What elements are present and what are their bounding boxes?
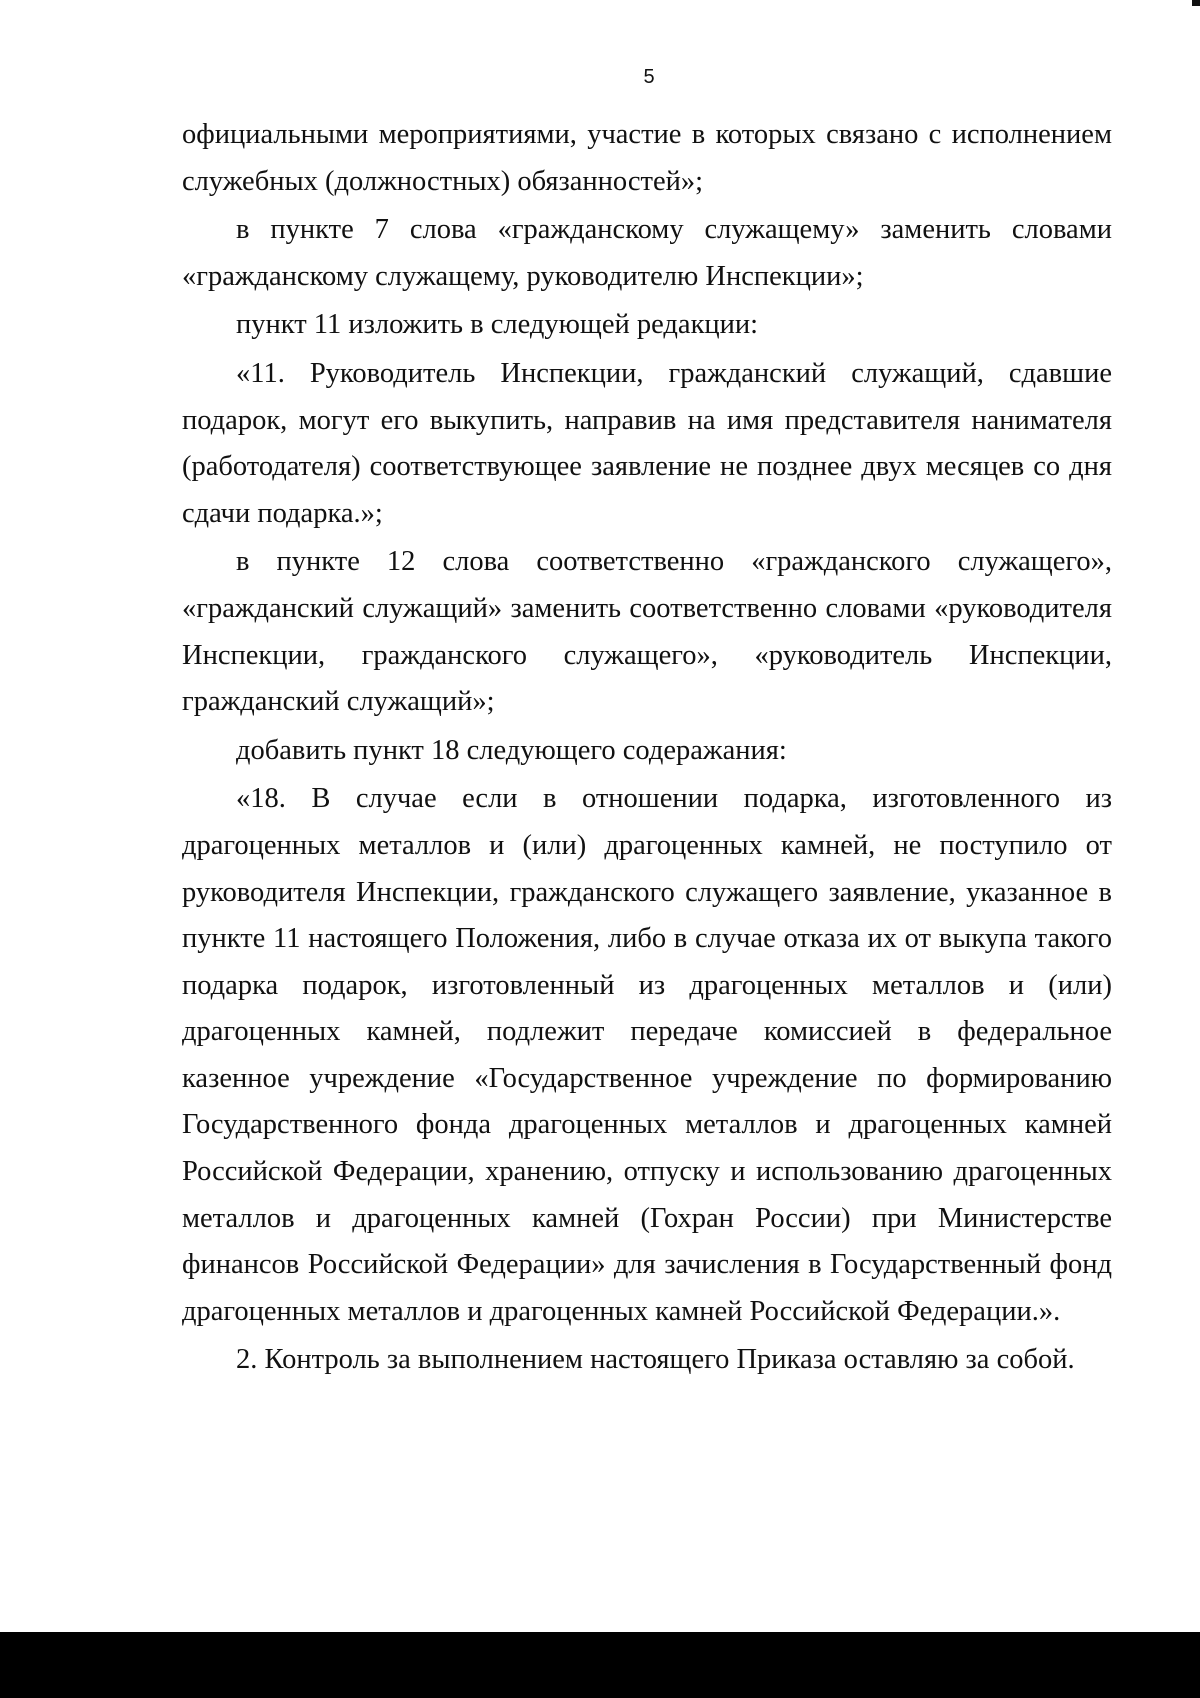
paragraph-item-7: в пункте 7 слова «гражданскому служащему» заменить словами «гражданскому служащему, руководителю Инспекции»; — [182, 214, 1112, 292]
paragraph-item-18-intro: добавить пункт 18 следующего содеражания: — [236, 734, 787, 766]
page-number: 5 — [643, 66, 655, 88]
scan-corner-artifact — [1192, 0, 1200, 6]
paragraph-item-11-intro: пункт 11 изложить в следующей редакции: — [236, 309, 759, 341]
paragraph-control-clause: 2. Контроль за выполнением настоящего Приказа оставляю за собой. — [236, 1344, 1075, 1376]
paragraph-continuation: официальными мероприятиями, участие в которых связано с исполнением служебных (должностных) обязанностей»; — [182, 119, 1112, 197]
document-body — [182, 112, 1112, 1386]
paragraph-item-12: в пункте 12 слова соответственно «гражданского служащего», «гражданский служащий» заменить соответственно словами «руководителя Инспекции, гражданского служащего», «руководитель Инспекции, гражданский служащий»; — [182, 546, 1112, 718]
paragraph-item-18-text: «18. В случае если в отношении подарка, изготовленного из драгоценных металлов и (или) драгоценных камней, не поступило от руководителя Инспекции, гражданского служащего заявление, указанное в пункте 11 настоящего Положения, либо в случае отказа их от выкупа такого подарка подарок, изготовленный из драгоценных металлов и (или) драгоценных камней, подлежит передаче комиссией в федеральное казенное учреждение «Государственное учреждение по формированию Государственного фонда драгоценных металлов и драгоценных камней Российской Федерации, хранению, отпуску и использованию драгоценных металлов и драгоценных камней (Гохран России) при Министерстве финансов Российской Федерации» для зачисления в Государственный фонд драгоценных металлов и драгоценных камней Российской Федерации.». — [182, 783, 1112, 1327]
paragraph-item-11-text: «11. Руководитель Инспекции, гражданский служащий, сдавшие подарок, могут его выкупить, направив на имя представителя нанимателя (работодателя) соответствующее заявление не позднее двух месяцев со дня сдачи подарка.»; — [182, 357, 1112, 529]
scan-bottom-border — [0, 1632, 1200, 1698]
